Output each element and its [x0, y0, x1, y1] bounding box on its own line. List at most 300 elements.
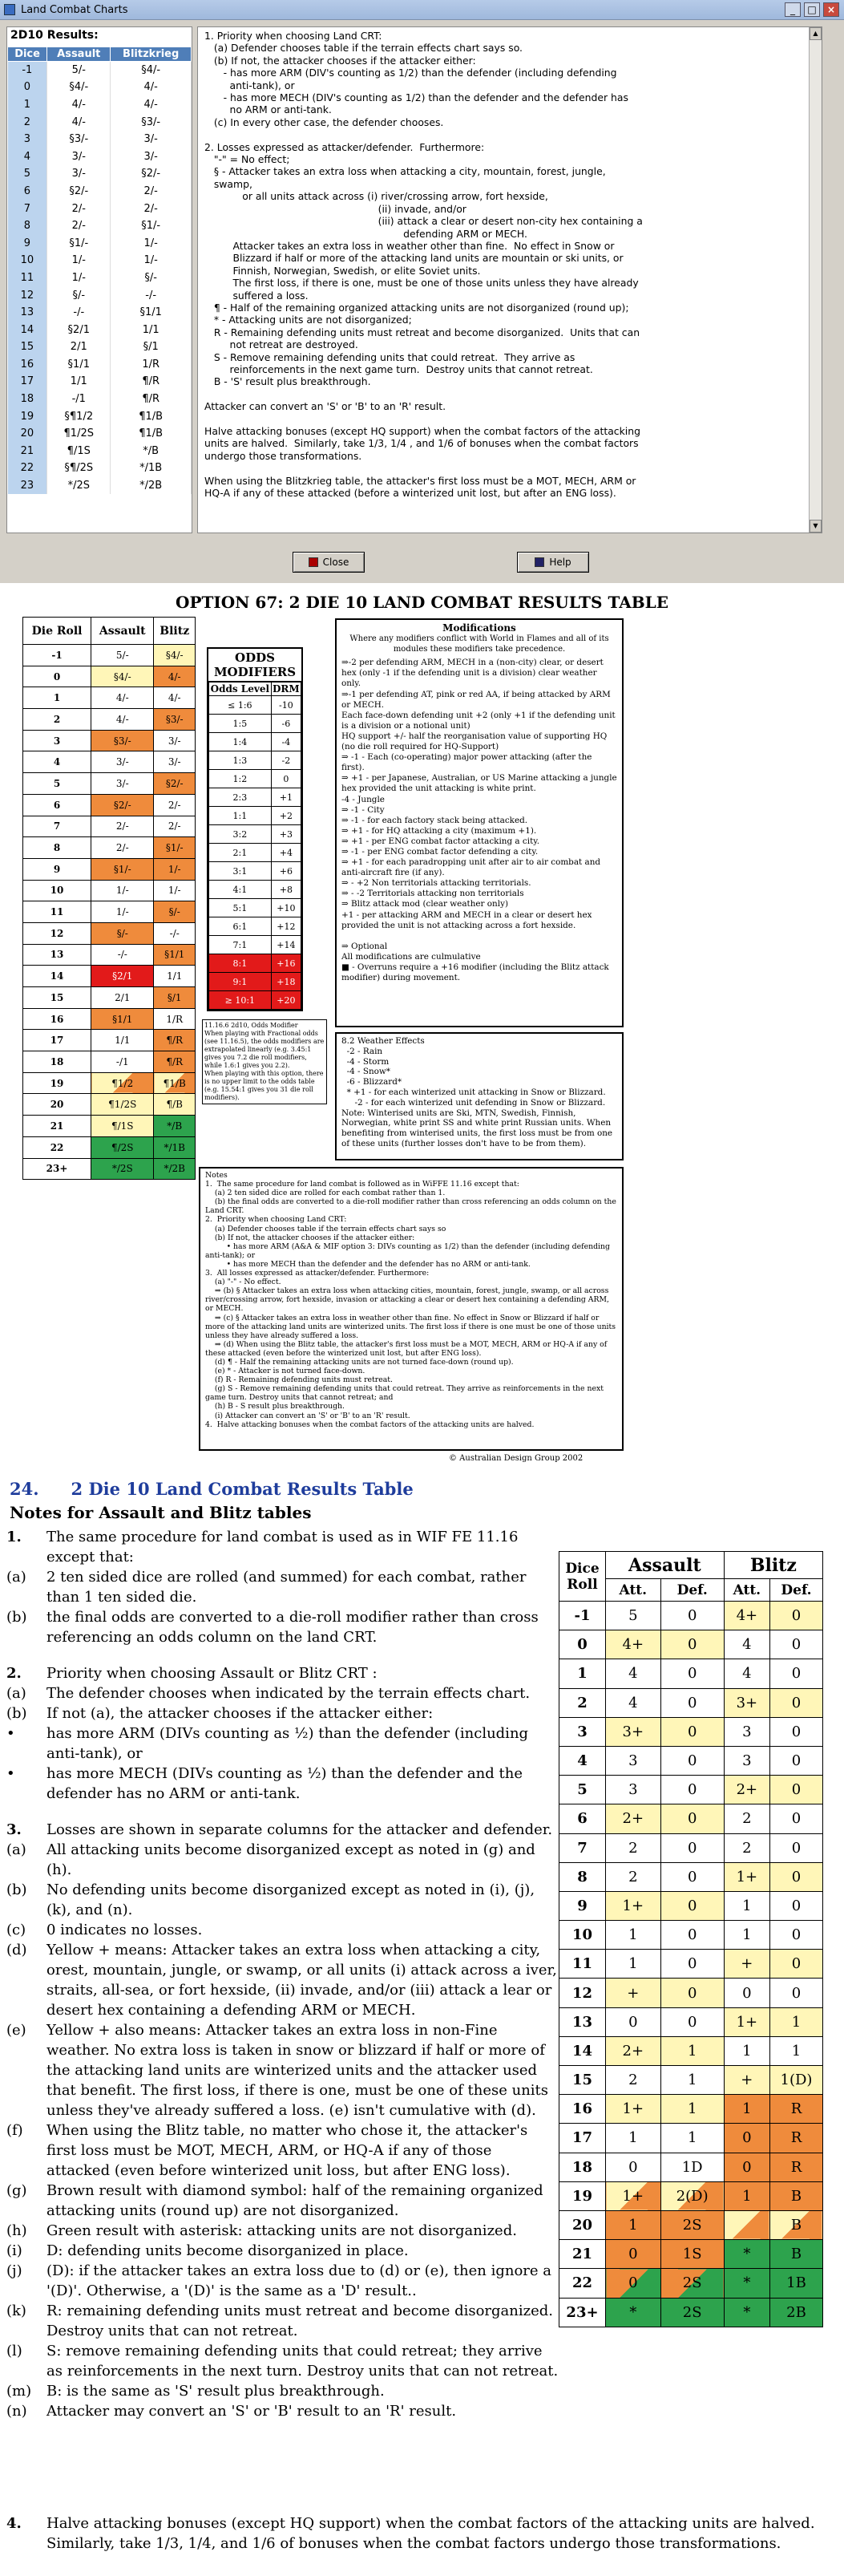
- assault-cell: 1/-: [47, 252, 111, 269]
- die-roll-cell: 12: [23, 922, 91, 944]
- dice-cell: 6: [8, 183, 47, 200]
- odds-row: [209, 751, 301, 770]
- assault-cell: -/-: [47, 304, 111, 322]
- blitz-att-cell: 0: [724, 2153, 769, 2181]
- window-title: Land Combat Charts: [21, 4, 128, 16]
- blitz-def-cell: 2B: [769, 2298, 822, 2327]
- blitz-cell: 1/1: [111, 321, 192, 338]
- option67-row: [23, 944, 196, 966]
- odds-row: [209, 899, 301, 917]
- results-panel: [6, 26, 192, 533]
- results-row: [8, 460, 192, 477]
- assault-def-cell: 0: [660, 1921, 724, 1950]
- assault-cell: §1/-: [91, 858, 154, 880]
- assault-att-cell: *: [606, 2298, 661, 2327]
- col-header-dice: Dice: [8, 47, 47, 62]
- assault-cell: -/-: [91, 944, 154, 966]
- close-button-label: Close: [322, 557, 349, 568]
- note-label: 1.: [6, 1529, 22, 1545]
- assault-cell: 1/-: [47, 269, 111, 287]
- blitz-def-cell: 1: [769, 2036, 822, 2065]
- crt-row: [559, 1602, 823, 1630]
- col-header-assault: Assault: [47, 47, 111, 62]
- results-row: [8, 131, 192, 148]
- dice-roll-cell: 19: [559, 2181, 606, 2210]
- assault-def-cell: 2S: [660, 2210, 724, 2239]
- assault-cell: §1/-: [47, 234, 111, 252]
- note-text: B: is the same as 'S' result plus breakthrough.: [46, 2383, 385, 2400]
- note-text: Green result with asterisk: attacking units are not disorganized.: [46, 2222, 517, 2239]
- assault-att-cell: 4+: [606, 1630, 661, 1659]
- blitz-def-cell: 0: [769, 1717, 822, 1746]
- option67-row: [23, 1094, 196, 1116]
- odds-row: [209, 715, 301, 733]
- odds-row: [209, 917, 301, 936]
- dice-roll-header: Dice Roll: [559, 1552, 606, 1602]
- option67-row: [23, 1136, 196, 1158]
- blitz-def-cell: R: [769, 2153, 822, 2181]
- assault-def-cell: 0: [660, 1950, 724, 1979]
- die-roll-cell: 1: [23, 687, 91, 709]
- blitz-att-cell: 2: [724, 1804, 769, 1833]
- rules-text-panel[interactable]: [197, 26, 822, 533]
- die-roll-cell: 10: [23, 880, 91, 901]
- blitz-cell: §/1: [111, 338, 192, 356]
- die-roll-cell: 18: [23, 1051, 91, 1073]
- scroll-down-icon[interactable]: ▼: [810, 520, 822, 533]
- notes-box: Notes 1. The same procedure for land combat is followed as in WiFFE 11.16 except that: (a) 2 ten sided dice are rolled for each combat rather than 1. (b) the final odds are converted to a die-roll modifier rather than cross referencing an odds column on the Land CRT. 2. Priority when choosing Land CRT: (a) Defender chooses table if the terrain effects chart says so (b) If not, the attacker chooses if the attacker either: • has more ARM (A&A & MIF option 3: DIVs counting as 1/2) than the defender (including defending anti-tank); or • has more MECH than the defender and the defender has no ARM or anti-tank. 3. All losses expressed as attacker/defender. Furthermore: (a) "-" - No effect. ⇒ (b) § Attacker takes an extra loss when attacking cities, mountain, forest, jungle, swamp, or all across river/crossing arrow, fort hexside, invasion or attacking a clear or desert hex containing a defending ARM, or MECH. ⇒ (c) § Attacker takes an extra loss in weather other than fine. No effect in Snow or Blizzard if half or more of the attacking land units are winterized units. The first loss if there is one must be one of those units unless they have already suffered a loss. ⇒ (d) When using the Blitz table, the attacker's first loss must be a MOT, MECH, ARM or HQ-A if any of these attacked (even before the winterized unit lost, but after ENG loss). (d) ¶ - Half the remaining attacking units are not turned face-down (round up). (e) * - Attacker is not turned face-down. (f) R - Remaining defending units must retreat. (g) S - Remove remaining defending units that could retreat. They arrive as reinforcements in the next game turn. Destroy units that cannot retreat; and (h) B - S result plus breakthrough. (i) Attacker can convert an 'S' or 'B' to an 'R' result. 4. Halve attacking bonuses when the combat factors of the attacking units are halved.: [199, 1167, 624, 1451]
- blitz-cell: §3/-: [154, 709, 196, 731]
- assault-cell: §¶/2S: [47, 460, 111, 477]
- results-row: [8, 407, 192, 425]
- drm-cell: 0: [271, 770, 301, 788]
- crt-row: [559, 2181, 823, 2210]
- odds-row: [209, 881, 301, 899]
- assault-cell: */2S: [47, 477, 111, 495]
- results-row: [8, 234, 192, 252]
- dice-cell: 17: [8, 373, 47, 391]
- assault-def-cell: 1: [660, 2066, 724, 2095]
- results-row: [8, 165, 192, 183]
- note-item: [6, 2020, 559, 2120]
- help-book-icon: [535, 557, 544, 567]
- blitz-def-cell: 1B: [769, 2269, 822, 2298]
- note-text: has more ARM (DIVs counting as ½) than the defender (including anti-tank), or: [46, 1725, 529, 1762]
- odds-row: [209, 825, 301, 844]
- note-text: Losses are shown in separate columns for the attacker and defender.: [46, 1821, 553, 1838]
- blitz-att-cell: 1: [724, 1891, 769, 1920]
- assault-att-cell: 0: [606, 2240, 661, 2269]
- odds-level-cell: 3:2: [209, 825, 272, 844]
- assault-def-cell: 0: [660, 1630, 724, 1659]
- option67-row: [23, 773, 196, 795]
- assault-header: Assault: [91, 618, 154, 645]
- dice-roll-cell: 14: [559, 2036, 606, 2065]
- note-item: [6, 1940, 559, 2020]
- results-row: [8, 391, 192, 408]
- odds-level-cell: 1:4: [209, 733, 272, 751]
- blitz-cell: ¶1/B: [111, 407, 192, 425]
- blitz-cell: 4/-: [154, 666, 196, 687]
- die-roll-cell: 5: [23, 773, 91, 795]
- odds-level-cell: 1:2: [209, 770, 272, 788]
- restore-icon[interactable]: □: [804, 2, 820, 17]
- dice-cell: 23: [8, 477, 47, 495]
- crt-row: [559, 1921, 823, 1950]
- dice-cell: 21: [8, 443, 47, 460]
- note-label: (a): [6, 1569, 26, 1586]
- results-row: [8, 321, 192, 338]
- assault-att-cell: 1: [606, 1950, 661, 1979]
- blitz-cell: §1/1: [111, 304, 192, 322]
- odds-level-cell: 1:5: [209, 715, 272, 733]
- die-roll-cell: 20: [23, 1094, 91, 1116]
- drm-cell: +16: [271, 954, 301, 973]
- assault-cell: 1/1: [47, 373, 111, 391]
- option67-row: [23, 858, 196, 880]
- blitz-cell: 1/-: [154, 880, 196, 901]
- assault-att-cell: 5: [606, 1602, 661, 1630]
- assault-att-cell: 4: [606, 1688, 661, 1717]
- assault-def-cell: 0: [660, 1688, 724, 1717]
- blitz-cell: §1/-: [111, 217, 192, 235]
- assault-att-cell: 1: [606, 2210, 661, 2239]
- odds-row: [209, 770, 301, 788]
- blitz-cell: §/1: [154, 987, 196, 1009]
- assault-cell: 4/-: [91, 709, 154, 731]
- assault-cell: §/-: [91, 922, 154, 944]
- assault-att-cell: 0: [606, 2007, 661, 2036]
- blitz-cell: */2B: [154, 1158, 196, 1180]
- close-icon[interactable]: ×: [823, 2, 839, 17]
- crt-row: [559, 1630, 823, 1659]
- option67-row: [23, 901, 196, 923]
- blitz-def-cell: 0: [769, 1630, 822, 1659]
- dice-roll-cell: 20: [559, 2210, 606, 2239]
- blitz-cell: -/-: [154, 922, 196, 944]
- note-text: R: remaining defending units must retreat and become disorganized. Destroy units that can not retreat.: [46, 2303, 554, 2339]
- dice-cell: 22: [8, 460, 47, 477]
- copyright: © Australian Design Group 2002: [449, 1454, 584, 1463]
- note-item: [6, 2401, 559, 2421]
- die-roll-cell: 14: [23, 966, 91, 987]
- blitz-cell: 4/-: [154, 687, 196, 709]
- note-text: Yellow + also means: Attacker takes an extra loss in non-Fine weather. No extra loss is taken in snow or blizzard if half or more of the attacking land units are winterized units and the attacker used that benefit. The first loss, if there is one, must be one of these units unless they've already suffered a loss. (e) isn't cumulative with (d).: [46, 2022, 549, 2119]
- odds-table: [208, 682, 301, 1010]
- note-text: the final odds are converted to a die-roll modifier rather than cross referencing an odds column on the land CRT.: [46, 1609, 539, 1646]
- die-roll-cell: 21: [23, 1116, 91, 1137]
- odds-row: [209, 807, 301, 825]
- note-item: [6, 2341, 559, 2381]
- assault-cell: 2/1: [91, 987, 154, 1009]
- blitz-cell: 4/-: [111, 79, 192, 96]
- dice-roll-cell: 10: [559, 1921, 606, 1950]
- note-text: 0 indicates no losses.: [46, 1922, 203, 1938]
- blitz-cell: ¶/R: [154, 1030, 196, 1051]
- assault-cell: 1/-: [91, 880, 154, 901]
- dice-cell: 18: [8, 391, 47, 408]
- assault-cell: ¶1/2: [91, 1072, 154, 1094]
- note-text: has more MECH (DIVs counting as ½) than the defender and the defender has no ARM or anti-tank.: [46, 1765, 523, 1802]
- blitz-cell: 3/-: [154, 730, 196, 751]
- assault-cell: §2/1: [91, 966, 154, 987]
- assault-cell: ¶1/2S: [47, 425, 111, 443]
- note-item: [6, 2381, 559, 2401]
- assault-cell: -/1: [91, 1051, 154, 1073]
- note-label: (c): [6, 1922, 26, 1938]
- blitz-cell: 1/-: [111, 252, 192, 269]
- note-item: [6, 1663, 559, 1683]
- assault-att-cell: 0: [606, 2269, 661, 2298]
- assault-def-cell: 0: [660, 1659, 724, 1688]
- note-label: (f): [6, 2122, 23, 2139]
- final-note-number: 4.: [6, 2515, 22, 2532]
- assault-def-cell: 1: [660, 2095, 724, 2124]
- note-label: (i): [6, 2242, 22, 2259]
- drm-cell: -4: [271, 733, 301, 751]
- blitz-group-header: Blitz: [724, 1552, 822, 1579]
- assault-att-cell: +: [606, 1979, 661, 2007]
- blitz-def-cell: 0: [769, 1776, 822, 1804]
- blitz-def-cell: R: [769, 2124, 822, 2153]
- dice-roll-cell: 7: [559, 1833, 606, 1862]
- assault-cell: 3/-: [47, 148, 111, 165]
- title-bar[interactable]: [0, 0, 844, 20]
- assault-att-cell: 2+: [606, 1804, 661, 1833]
- die-roll-cell: 7: [23, 816, 91, 837]
- assault-cell: ¶/2S: [91, 1136, 154, 1158]
- section-title: 2 Die 10 Land Combat Results Table: [71, 1479, 414, 1499]
- crt-row: [559, 1659, 823, 1688]
- vertical-scrollbar[interactable]: [809, 27, 822, 533]
- dice-cell: 20: [8, 425, 47, 443]
- crt-row: [559, 2124, 823, 2153]
- assault-cell: 1/-: [91, 901, 154, 923]
- results-row: [8, 183, 192, 200]
- close-button[interactable]: [293, 552, 365, 573]
- assault-cell: §1/1: [91, 1008, 154, 1030]
- assault-cell: 2/-: [47, 200, 111, 217]
- assault-def-cell: 0: [660, 1746, 724, 1775]
- assault-group-header: Assault: [606, 1552, 725, 1579]
- blitz-att-cell: 3: [724, 1717, 769, 1746]
- note-text: All attacking units become disorganized except as noted in (g) and (h).: [46, 1841, 535, 1878]
- drm-cell: +4: [271, 844, 301, 862]
- assault-cell: 4/-: [91, 687, 154, 709]
- results-row: [8, 79, 192, 96]
- die-roll-cell: 15: [23, 987, 91, 1009]
- assault-def-cell: 2S: [660, 2269, 724, 2298]
- minimize-icon[interactable]: _: [785, 2, 801, 17]
- assault-def-cell: 0: [660, 1602, 724, 1630]
- crt-row: [559, 2298, 823, 2327]
- note-text: The same procedure for land combat is used as in WIF FE 11.16 except that:: [46, 1529, 519, 1565]
- blitz-cell: §4/-: [111, 62, 192, 79]
- assault-att-cell: 0: [606, 2153, 661, 2181]
- note-item: [6, 1567, 559, 1607]
- assault-att-cell: 3: [606, 1746, 661, 1775]
- option67-row: [23, 666, 196, 687]
- crt-row: [559, 1776, 823, 1804]
- odds-row: [209, 733, 301, 751]
- assault-def-cell: 1S: [660, 2240, 724, 2269]
- blitz-def-cell: 0: [769, 1833, 822, 1862]
- results-title: 2D10 Results:: [10, 29, 99, 42]
- drm-cell: +1: [271, 788, 301, 807]
- drm-cell: +18: [271, 973, 301, 991]
- blitz-def-cell: 0: [769, 1746, 822, 1775]
- assault-def-cell: 0: [660, 2007, 724, 2036]
- assault-cell: */2S: [91, 1158, 154, 1180]
- note-item: [6, 2261, 559, 2301]
- blitz-att-cell: 1+: [724, 1862, 769, 1891]
- blitz-cell: ¶1/B: [111, 425, 192, 443]
- assault-cell: §2/1: [47, 321, 111, 338]
- odds-row: [209, 696, 301, 715]
- option67-row: [23, 794, 196, 816]
- note-text: S: remove remaining defending units that could retreat; they arrive as reinforcements in the next turn. Destroy units that can not retreat.: [46, 2343, 559, 2380]
- odds-level-cell: 8:1: [209, 954, 272, 973]
- odds-level-cell: 1:1: [209, 807, 272, 825]
- crt-row: [559, 1688, 823, 1717]
- odds-row: [209, 991, 301, 1010]
- option67-row: [23, 645, 196, 666]
- assault-att-cell: 1+: [606, 2181, 661, 2210]
- option67-row: [23, 687, 196, 709]
- blitz-att-cell: *: [724, 2298, 769, 2327]
- note-item: [6, 2221, 559, 2241]
- assault-att-cell: 3+: [606, 1717, 661, 1746]
- assault-att-cell: 1: [606, 1921, 661, 1950]
- dice-roll-cell: 12: [559, 1979, 606, 2007]
- assault-att-cell: 2: [606, 1833, 661, 1862]
- help-button[interactable]: [517, 552, 589, 573]
- assault-cell: §¶1/2: [47, 407, 111, 425]
- dice-cell: 9: [8, 234, 47, 252]
- blitz-att-cell: 1: [724, 1921, 769, 1950]
- dice-cell: 11: [8, 269, 47, 287]
- dice-roll-cell: 17: [559, 2124, 606, 2153]
- blitz-cell: ¶/B: [154, 1094, 196, 1116]
- odds-level-cell: 1:3: [209, 751, 272, 770]
- die-roll-cell: 17: [23, 1030, 91, 1051]
- dice-roll-cell: 1: [559, 1659, 606, 1688]
- blitz-cell: 1/R: [154, 1008, 196, 1030]
- dice-cell: 13: [8, 304, 47, 322]
- results-row: [8, 338, 192, 356]
- blitz-att-cell: 0: [724, 2124, 769, 2153]
- blitz-att-cell: 4: [724, 1630, 769, 1659]
- assault-att-cell: 2: [606, 1862, 661, 1891]
- results-row: [8, 356, 192, 374]
- note-item: [6, 1607, 559, 1647]
- crt-row: [559, 1746, 823, 1775]
- blitz-cell: ¶/R: [154, 1051, 196, 1073]
- assault-cell: 1/1: [91, 1030, 154, 1051]
- results-row: [8, 96, 192, 114]
- note-item: [6, 1703, 559, 1723]
- blitz-att-cell: [724, 2210, 769, 2239]
- results-row: [8, 113, 192, 131]
- assault-cell: §4/-: [91, 666, 154, 687]
- assault-cell: 2/-: [91, 837, 154, 859]
- section-subtitle: Notes for Assault and Blitz tables: [10, 1503, 312, 1522]
- die-roll-header: Die Roll: [23, 618, 91, 645]
- drm-cell: -2: [271, 751, 301, 770]
- option67-row: [23, 709, 196, 731]
- note-label: (b): [6, 1705, 27, 1722]
- note-label: (h): [6, 2222, 27, 2239]
- scroll-up-icon[interactable]: ▲: [810, 27, 822, 40]
- note-item: [6, 1840, 559, 1880]
- help-button-label: Help: [549, 557, 571, 568]
- note-text: (D): if the attacker takes an extra loss due to (d) or (e), then ignore a '(D)'. Otherwise, a '(D)' is the same as a 'D' result..: [46, 2262, 551, 2299]
- dice-roll-cell: 2: [559, 1688, 606, 1717]
- note-item: [6, 1723, 559, 1764]
- die-roll-cell: 19: [23, 1072, 91, 1094]
- assault-def-cell: 0: [660, 1891, 724, 1920]
- blitz-def-header: Def.: [769, 1579, 822, 1602]
- blitz-def-cell: 0: [769, 1862, 822, 1891]
- blitz-def-cell: R: [769, 2095, 822, 2124]
- results-row: [8, 425, 192, 443]
- blitz-cell: 1/R: [111, 356, 192, 374]
- note-label: (a): [6, 1841, 26, 1858]
- results-table: [7, 47, 192, 494]
- assault-cell: 3/-: [47, 165, 111, 183]
- assault-def-cell: 2(D): [660, 2181, 724, 2210]
- assault-cell: 5/-: [91, 645, 154, 666]
- dice-cell: 5: [8, 165, 47, 183]
- crt-row: [559, 1833, 823, 1862]
- notes-list: [6, 1527, 559, 2421]
- results-row: [8, 62, 192, 79]
- note-text: Priority when choosing Assault or Blitz CRT :: [46, 1665, 378, 1682]
- blitz-def-cell: B: [769, 2181, 822, 2210]
- assault-cell: §2/-: [47, 183, 111, 200]
- assault-def-cell: 1: [660, 2036, 724, 2065]
- assault-cell: 2/-: [47, 217, 111, 235]
- blitz-cell: ¶/R: [111, 373, 192, 391]
- note-label: (b): [6, 1609, 27, 1626]
- drm-cell: +14: [271, 936, 301, 954]
- modifications-text: ⇒-2 per defending ARM, MECH in a (non-city) clear, or desert hex (only -1 if the defending unit is a division) clear weather only. ⇒-1 per defending AT, pink or red AA, if being attacked by ARM or MECH. Each face-down defending unit +2 (only +1 if the defending unit is a division or a notional unit) HQ support +/- half the reorganisation value of supporting HQ (no die roll required for HQ-Support) ⇒ -1 - Each (co-operating) major power attacking (after the first). ⇒ +1 - per Japanese, Australian, or US Marine attacking a jungle hex provided the unit attacking is white print. -4 - Jungle ⇒ -1 - City ⇒ -1 - for each factory stack being attacked. ⇒ +1 - for HQ attacking a city (maximum +1). ⇒ +1 - per ENG combat factor attacking a city. ⇒ -1 - per ENG combat factor defending a city. ⇒ +1 - for each paradropping unit after air to air combat and anti-aircraft fire (if any). ⇒ - +2 Non territorials attacking territorials. ⇒ - -2 Territorials attacking non territorials ⇒ Blitz attack mod (clear weather only) +1 - per attacking ARM and MECH in a clear or desert hex provided the unit is not attacking across a fort hexside. ⇒ Optional All modifications are culmulative ■ - Overruns require a +16 modifier (including the Blitz attack modifier) during movement.: [341, 658, 617, 983]
- note-item: [6, 1527, 559, 1567]
- blitz-cell: -/-: [111, 286, 192, 304]
- note-text: Brown result with diamond symbol: half of the remaining organized attacking units (round up) are not disorganized.: [46, 2182, 543, 2219]
- assault-att-header: Att.: [606, 1579, 661, 1602]
- die-roll-cell: 11: [23, 901, 91, 923]
- blitz-cell: 2/-: [154, 794, 196, 816]
- dice-cell: 16: [8, 356, 47, 374]
- odds-row: [209, 973, 301, 991]
- blitz-cell: */2B: [111, 477, 192, 495]
- drm-header: DRM: [273, 683, 300, 695]
- blitz-cell: ¶1/B: [154, 1072, 196, 1094]
- blitz-cell: 3/-: [154, 751, 196, 773]
- blitz-def-cell: 0: [769, 1921, 822, 1950]
- blitz-att-cell: *: [724, 2269, 769, 2298]
- assault-att-cell: 1+: [606, 2095, 661, 2124]
- blitz-cell: 2/-: [111, 183, 192, 200]
- dice-cell: 8: [8, 217, 47, 235]
- note-label: (a): [6, 1685, 26, 1702]
- dice-cell: 1: [8, 96, 47, 114]
- drm-cell: +6: [271, 862, 301, 881]
- dice-cell: 3: [8, 131, 47, 148]
- crt-row: [559, 2269, 823, 2298]
- odds-level-cell: 7:1: [209, 936, 272, 954]
